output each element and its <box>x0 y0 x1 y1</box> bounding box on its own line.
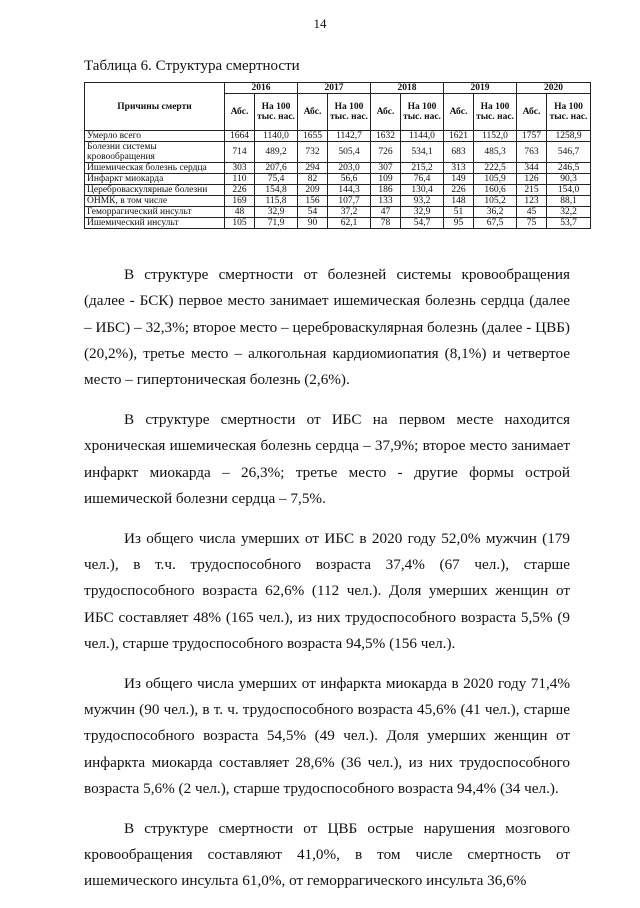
rate-header: На 100 тыс. нас. <box>255 94 298 131</box>
abs-value: 148 <box>444 196 474 207</box>
abs-value: 149 <box>444 174 474 185</box>
abs-value: 1621 <box>444 131 474 142</box>
rate-value: 1258,9 <box>547 131 591 142</box>
rate-value: 160,6 <box>474 185 517 196</box>
abs-value: 714 <box>225 142 255 163</box>
mortality-structure-table <box>84 82 591 229</box>
abs-value: 313 <box>444 163 474 174</box>
rate-value: 76,4 <box>401 174 444 185</box>
rate-value: 130,4 <box>401 185 444 196</box>
abs-header: Абс. <box>444 94 474 131</box>
rate-value: 1144,0 <box>401 131 444 142</box>
rate-value: 71,9 <box>255 218 298 229</box>
cause-name: Геморрагический инсульт <box>85 207 225 218</box>
year-header-row <box>85 83 591 94</box>
rate-value: 88,1 <box>547 196 591 207</box>
table-row <box>85 218 591 229</box>
rate-value: 53,7 <box>547 218 591 229</box>
rate-value: 1152,0 <box>474 131 517 142</box>
rate-value: 62,1 <box>328 218 371 229</box>
paragraph: Из общего числа умерших от ИБС в 2020 году 52,0% мужчин (179 чел.), в т.ч. трудоспособного возраста 37,4% (67 чел.), старше трудоспособного возраста 62,6% (112 чел.). Доля умерших женщин от ИБС составляет 48% (165 чел.), из них трудоспособного возраста 5,5% (9 чел.), старше трудоспособного возраста 94,5% (156 чел.). <box>84 529 570 652</box>
rate-value: 489,2 <box>255 142 298 163</box>
paragraph: В структуре смертности от ЦВБ острые нарушения мозгового кровообращения составляют 41,0%, в том числе смертность от ишемического инсульта 61,0%, от геморрагического инсульта 36,6% <box>84 819 570 890</box>
page-number: 14 <box>313 16 327 31</box>
abs-value: 732 <box>298 142 328 163</box>
rate-header: На 100 тыс. нас. <box>328 94 371 131</box>
table-body <box>85 131 591 229</box>
abs-value: 110 <box>225 174 255 185</box>
year-header: 2019 <box>444 83 517 94</box>
rate-header: На 100 тыс. нас. <box>474 94 517 131</box>
rate-value: 1140,0 <box>255 131 298 142</box>
abs-value: 307 <box>371 163 401 174</box>
rate-value: 32,9 <box>255 207 298 218</box>
abs-value: 126 <box>517 174 547 185</box>
year-header: 2018 <box>371 83 444 94</box>
abs-value: 47 <box>371 207 401 218</box>
rate-value: 546,7 <box>547 142 591 163</box>
rate-value: 1142,7 <box>328 131 371 142</box>
paragraph: Из общего числа умерших от инфаркта миокарда в 2020 году 71,4% мужчин (90 чел.), в т. ч. трудоспособного возраста 45,6% (41 чел.), старше трудоспособного возраста 54,5% (49 чел.). Доля умерших женщин от инфаркта миокарда составляет 28,6% (36 чел.), из них трудоспособного возраста 5,6% (2 чел.), старше трудоспособного возраста 94,4% (34 чел.). <box>84 674 570 797</box>
rate-value: 36,2 <box>474 207 517 218</box>
rate-value: 67,5 <box>474 218 517 229</box>
abs-value: 1664 <box>225 131 255 142</box>
table-row <box>85 207 591 218</box>
rate-value: 105,2 <box>474 196 517 207</box>
cause-name: Цереброваскулярные болезни <box>85 185 225 196</box>
cause-name: Ишемический инсульт <box>85 218 225 229</box>
table-caption: Таблица 6. Структура смертности <box>84 58 300 74</box>
rate-value: 32,9 <box>401 207 444 218</box>
rate-value: 246,5 <box>547 163 591 174</box>
abs-value: 109 <box>371 174 401 185</box>
body-text <box>84 262 570 908</box>
cause-header: Причины смерти <box>85 83 225 131</box>
abs-value: 169 <box>225 196 255 207</box>
abs-header: Абс. <box>371 94 401 131</box>
abs-value: 226 <box>225 185 255 196</box>
abs-value: 45 <box>517 207 547 218</box>
abs-value: 123 <box>517 196 547 207</box>
abs-value: 105 <box>225 218 255 229</box>
cause-name: Умерло всего <box>85 131 225 142</box>
abs-value: 78 <box>371 218 401 229</box>
abs-value: 763 <box>517 142 547 163</box>
rate-value: 154,0 <box>547 185 591 196</box>
table-row <box>85 185 591 196</box>
abs-value: 186 <box>371 185 401 196</box>
abs-value: 1757 <box>517 131 547 142</box>
paragraph: В структуре смертности от болезней системы кровообращения (далее - БСК) первое место занимает ишемическая болезнь сердца (далее – ИБС) – 32,3%; второе место – цереброваскулярная болезнь (далее - ЦВБ) (20,2%), третье место – алкогольная кардиомиопатия (8,1%) и четвертое место – гипертоническая болезнь (2,6%). <box>84 266 570 389</box>
rate-value: 93,2 <box>401 196 444 207</box>
rate-value: 90,3 <box>547 174 591 185</box>
abs-value: 209 <box>298 185 328 196</box>
rate-value: 485,3 <box>474 142 517 163</box>
abs-value: 48 <box>225 207 255 218</box>
rate-value: 207,6 <box>255 163 298 174</box>
table-row <box>85 131 591 142</box>
rate-value: 56,6 <box>328 174 371 185</box>
abs-value: 75 <box>517 218 547 229</box>
table-row <box>85 163 591 174</box>
abs-header: Абс. <box>517 94 547 131</box>
abs-value: 226 <box>444 185 474 196</box>
rate-header: На 100 тыс. нас. <box>401 94 444 131</box>
abs-value: 726 <box>371 142 401 163</box>
abs-value: 344 <box>517 163 547 174</box>
rate-value: 505,4 <box>328 142 371 163</box>
abs-value: 1632 <box>371 131 401 142</box>
abs-value: 133 <box>371 196 401 207</box>
rate-value: 203,0 <box>328 163 371 174</box>
year-header: 2020 <box>517 83 591 94</box>
abs-header: Абс. <box>225 94 255 131</box>
cause-name: Болезни системы кровообращения <box>85 142 225 163</box>
abs-value: 82 <box>298 174 328 185</box>
abs-value: 90 <box>298 218 328 229</box>
paragraph: В структуре смертности от ИБС на первом месте находится хроническая ишемическая болезнь сердца – 37,9%; второе место занимает инфаркт миокарда – 26,3%; третье место - другие формы острой ишемической болезни сердца – 7,5%. <box>84 410 570 507</box>
rate-value: 54,7 <box>401 218 444 229</box>
rate-value: 75,4 <box>255 174 298 185</box>
cause-name: ОНМК, в том числе <box>85 196 225 207</box>
abs-value: 95 <box>444 218 474 229</box>
rate-value: 105,9 <box>474 174 517 185</box>
abs-value: 1655 <box>298 131 328 142</box>
abs-header: Абс. <box>298 94 328 131</box>
cause-name: Ишемическая болезнь сердца <box>85 163 225 174</box>
abs-value: 683 <box>444 142 474 163</box>
rate-value: 534,1 <box>401 142 444 163</box>
abs-value: 215 <box>517 185 547 196</box>
rate-value: 154,8 <box>255 185 298 196</box>
rate-value: 32,2 <box>547 207 591 218</box>
rate-value: 144,3 <box>328 185 371 196</box>
cause-name: Инфаркт миокарда <box>85 174 225 185</box>
rate-value: 107,7 <box>328 196 371 207</box>
abs-value: 303 <box>225 163 255 174</box>
rate-value: 115,8 <box>255 196 298 207</box>
rate-header: На 100 тыс. нас. <box>547 94 591 131</box>
year-header: 2016 <box>225 83 298 94</box>
table-row <box>85 142 591 163</box>
abs-value: 156 <box>298 196 328 207</box>
rate-value: 222,5 <box>474 163 517 174</box>
year-header: 2017 <box>298 83 371 94</box>
rate-value: 215,2 <box>401 163 444 174</box>
abs-value: 51 <box>444 207 474 218</box>
table-row <box>85 196 591 207</box>
abs-value: 294 <box>298 163 328 174</box>
abs-value: 54 <box>298 207 328 218</box>
table-row <box>85 174 591 185</box>
rate-value: 37,2 <box>328 207 371 218</box>
